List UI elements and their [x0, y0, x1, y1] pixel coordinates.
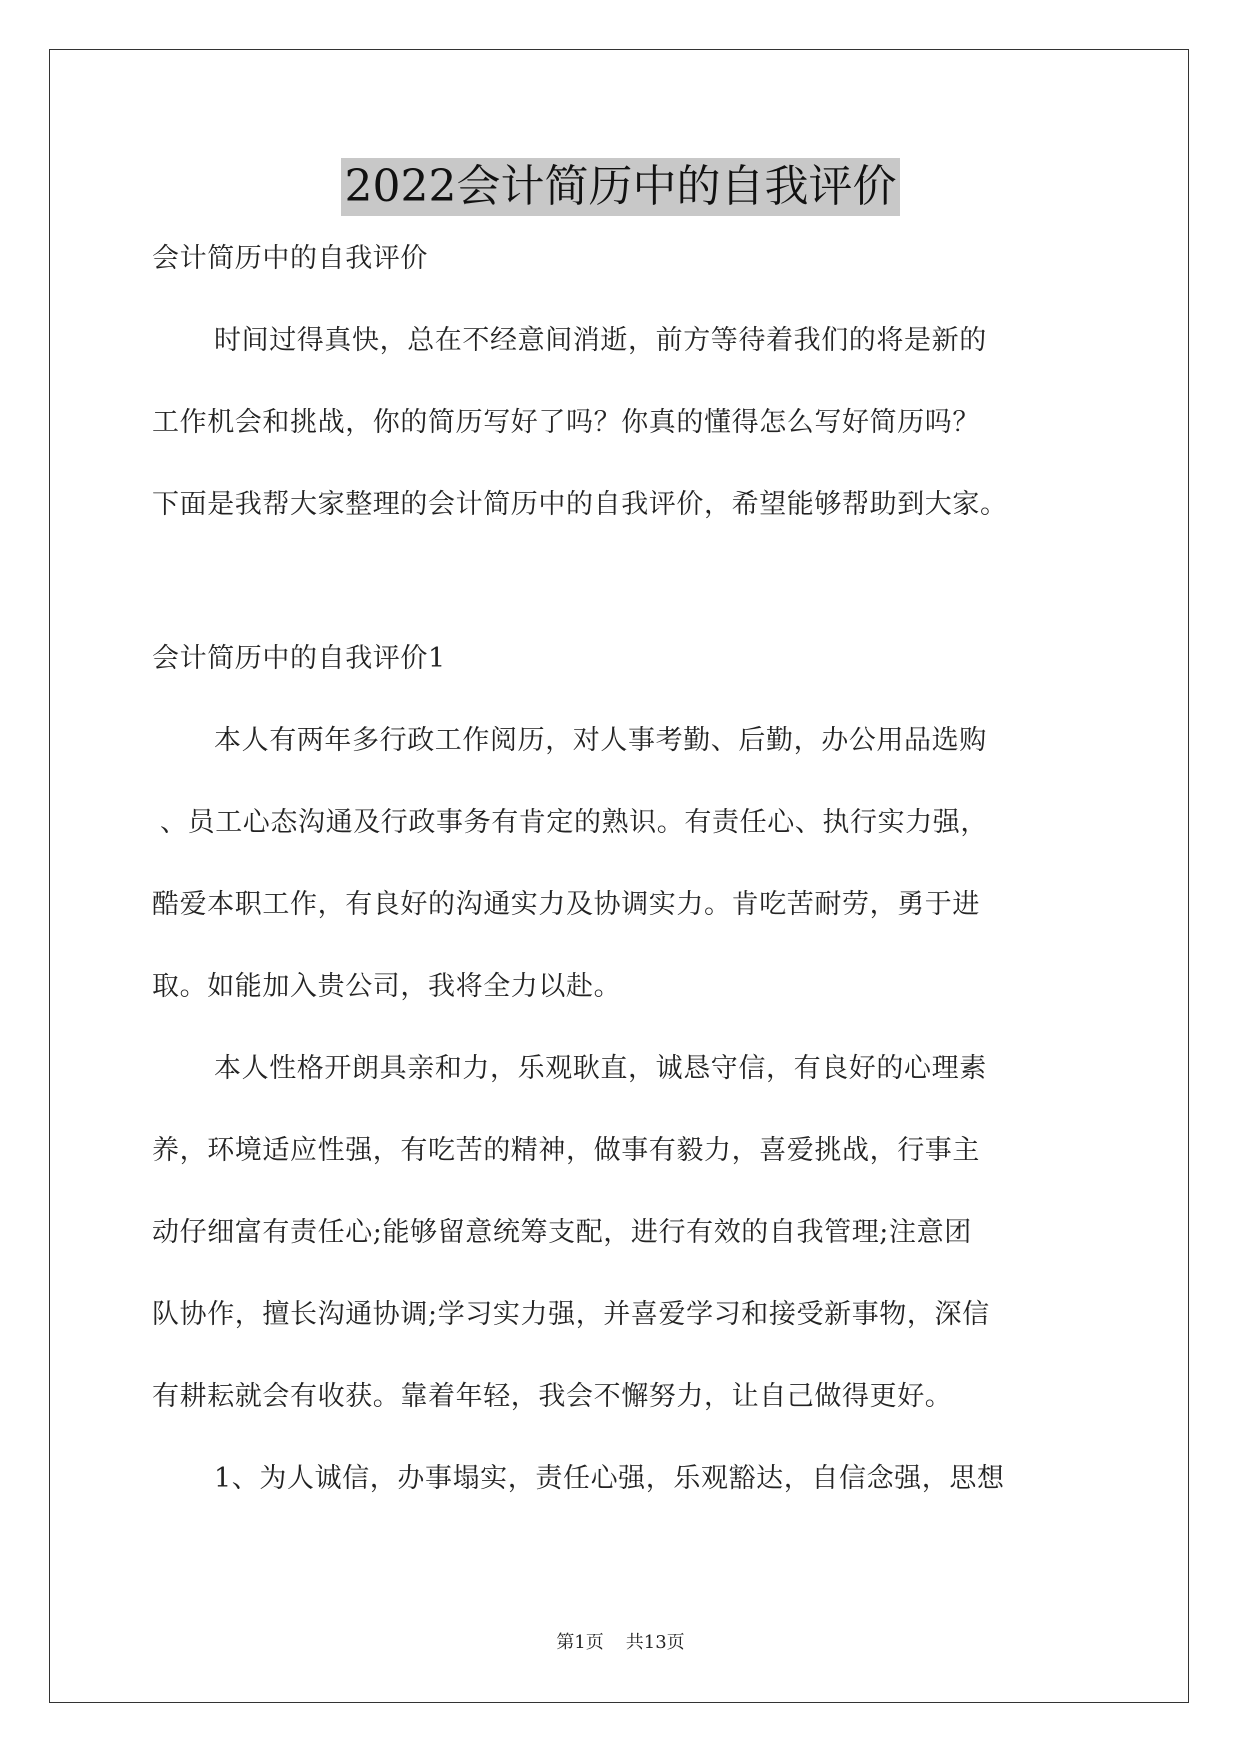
- paragraph-line: 下面是我帮大家整理的会计简历中的自我评价，希望能够帮助到大家。: [152, 489, 1008, 520]
- document-title: 2022会计简历中的自我评价: [341, 158, 901, 216]
- paragraph-line: 工作机会和挑战，你的简历写好了吗？你真的懂得怎么写好简历吗？: [152, 407, 980, 438]
- paragraph-line: 酷爱本职工作，有良好的沟通实力及协调实力。肯吃苦耐劳，勇于进: [152, 889, 980, 920]
- page-number: 第1页: [556, 1632, 604, 1653]
- paragraph-line: 本人性格开朗具亲和力，乐观耿直，诚恳守信，有良好的心理素: [214, 1053, 987, 1084]
- paragraph-line: 取。如能加入贵公司，我将全力以赴。: [152, 971, 622, 1002]
- paragraph-line: 本人有两年多行政工作阅历，对人事考勤、后勤，办公用品选购: [214, 725, 987, 756]
- paragraph-line: 动仔细富有责任心;能够留意统筹支配，进行有效的自我管理;注意团: [152, 1217, 972, 1248]
- paragraph-line: 、员工心态沟通及行政事务有肯定的熟识。有责任心、执行实力强，: [160, 807, 988, 838]
- page-total: 共13页: [625, 1632, 685, 1653]
- title-wrap: [0, 158, 1241, 216]
- section-heading: 会计简历中的自我评价: [152, 243, 428, 274]
- paragraph-line: 养，环境适应性强，有吃苦的精神，做事有毅力，喜爱挑战，行事主: [152, 1135, 980, 1166]
- paragraph-line: 队协作，擅长沟通协调;学习实力强，并喜爱学习和接受新事物，深信: [152, 1299, 990, 1330]
- section-heading: 会计简历中的自我评价1: [152, 643, 446, 674]
- paragraph-line: 有耕耘就会有收获。靠着年轻，我会不懈努力，让自己做得更好。: [152, 1381, 953, 1412]
- paragraph-line: 时间过得真快，总在不经意间消逝，前方等待着我们的将是新的: [214, 325, 987, 356]
- paragraph-line: 1、为人诚信，办事塌实，责任心强，乐观豁达，自信念强，思想: [214, 1463, 1005, 1494]
- document-body: [152, 236, 1092, 1538]
- page-footer: [0, 1628, 1241, 1654]
